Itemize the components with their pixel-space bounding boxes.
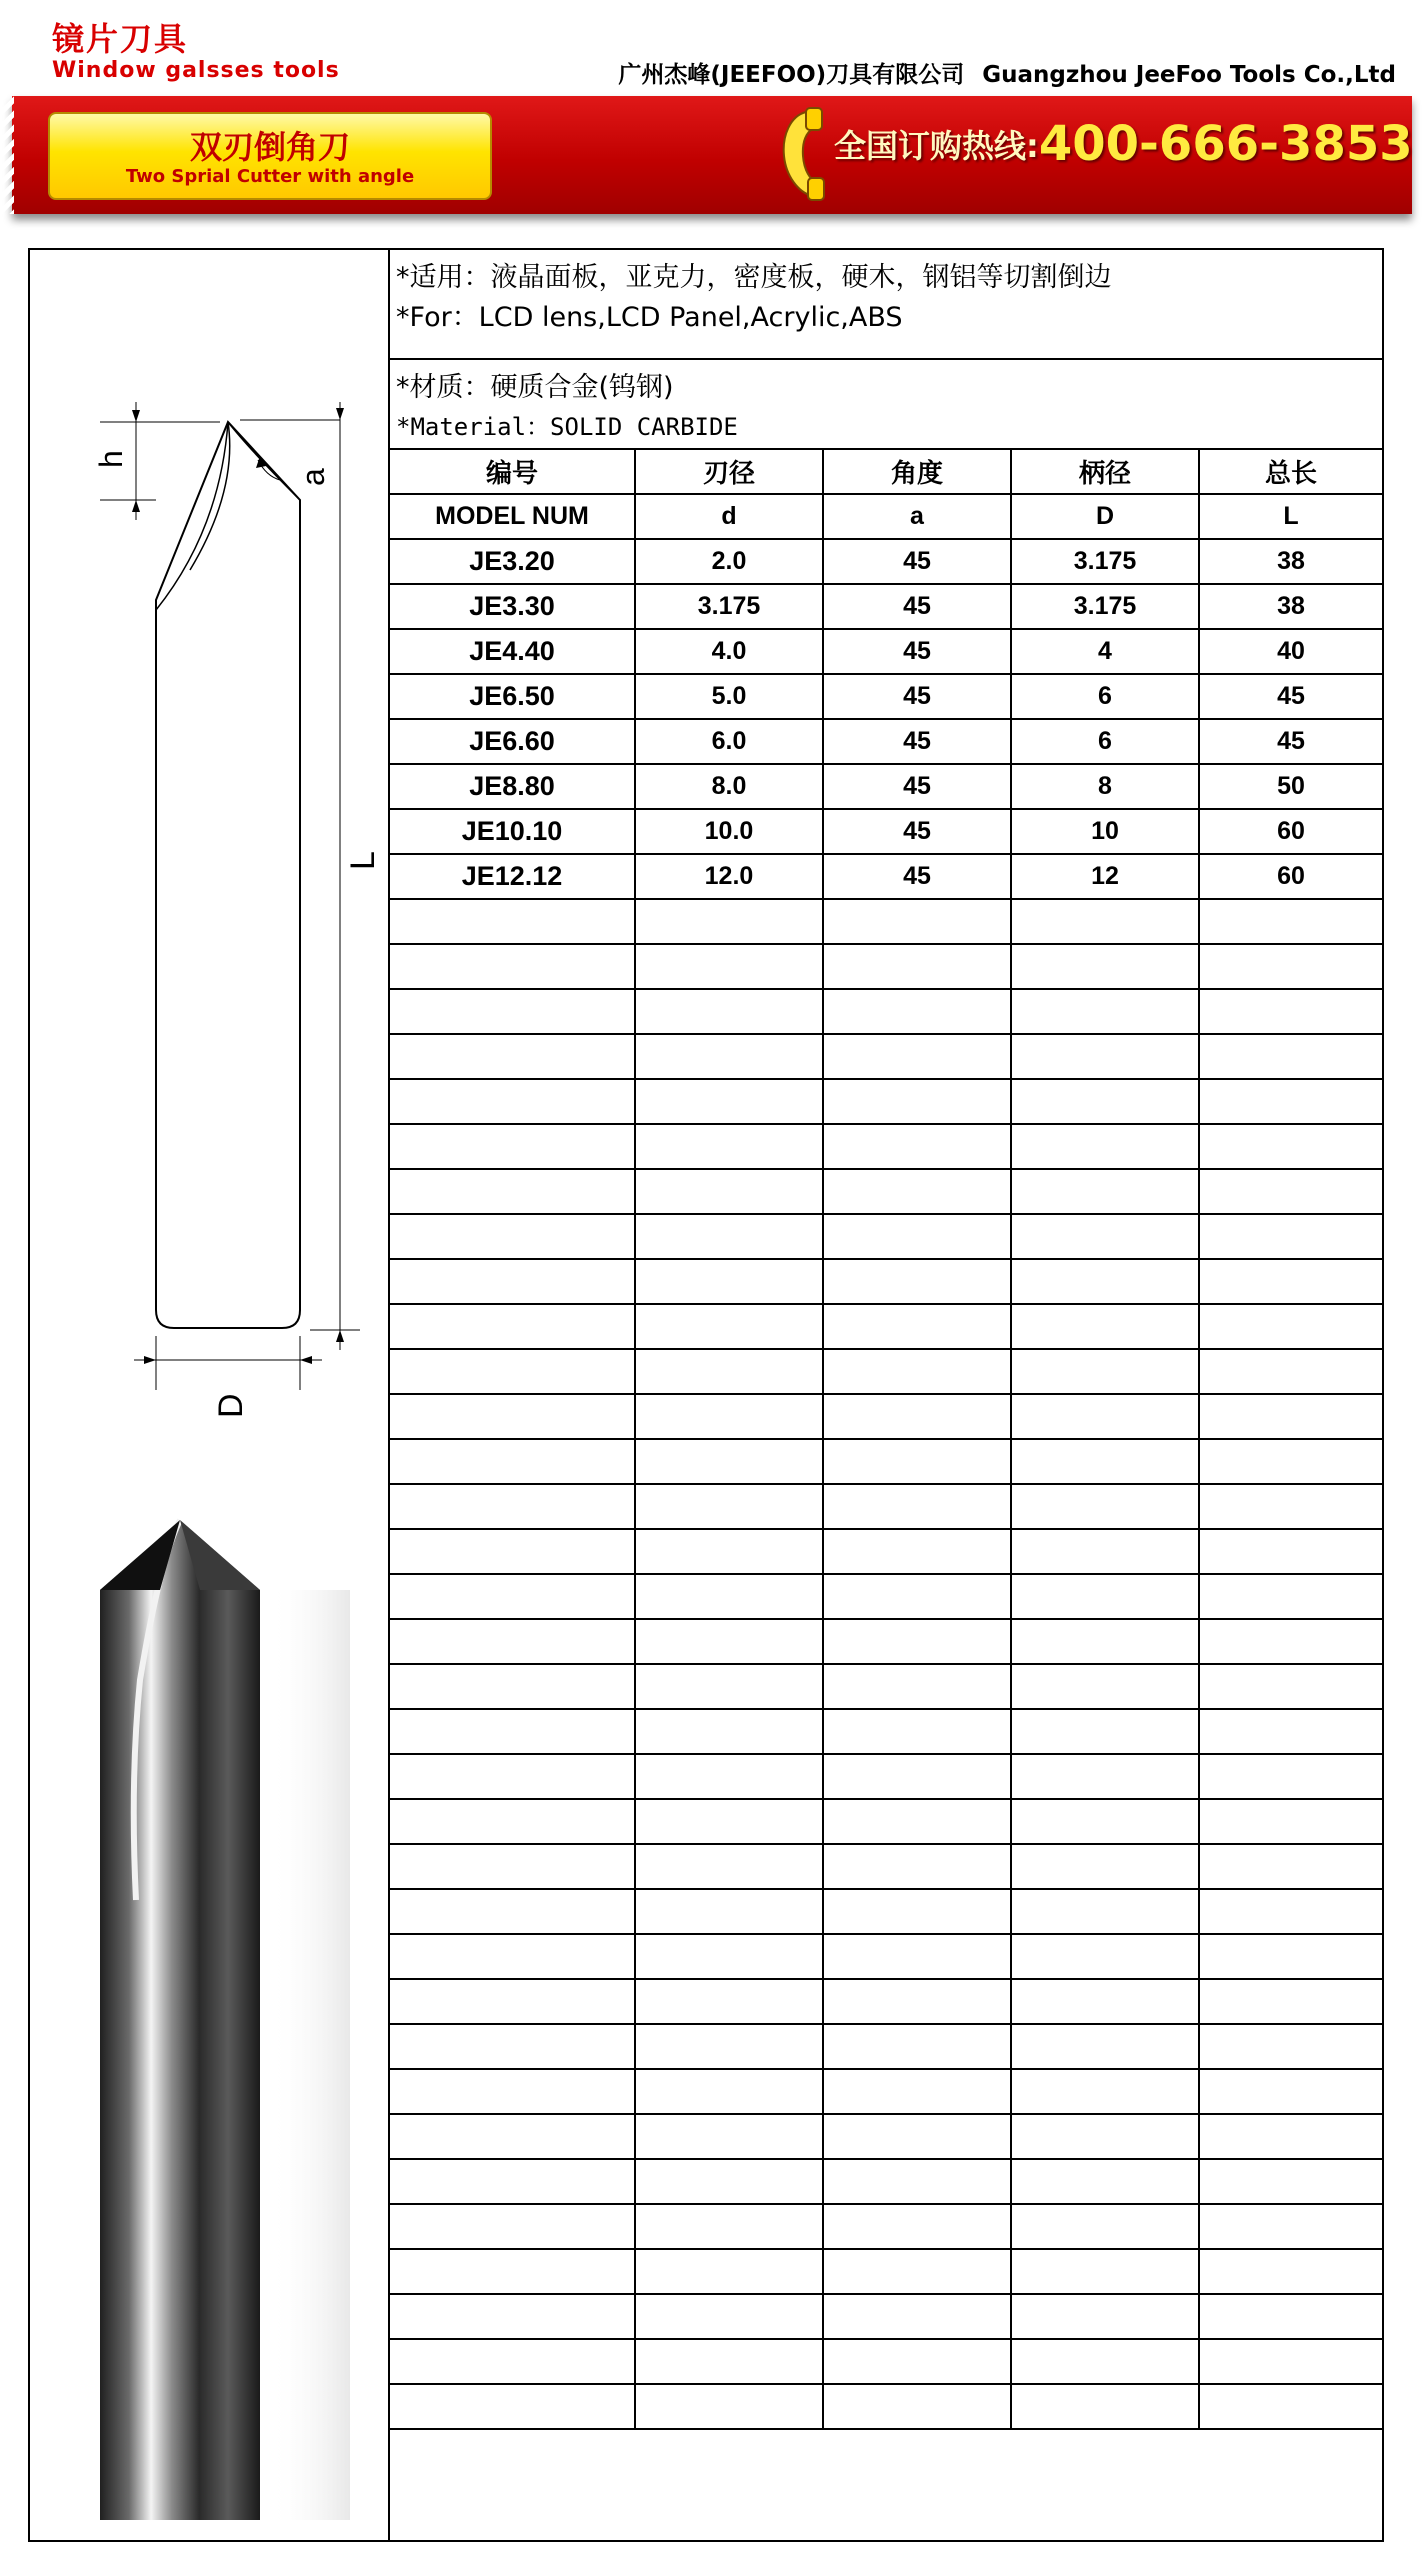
empty-table-row — [390, 1034, 1382, 1079]
empty-table-row — [390, 944, 1382, 989]
empty-table-row — [390, 1799, 1382, 1844]
model-cell — [390, 2249, 635, 2294]
spec-table — [390, 450, 1382, 2430]
model-cell — [390, 1439, 635, 1484]
overall-length-cell — [1199, 1754, 1382, 1799]
model-cell — [390, 1664, 635, 1709]
model-cell — [390, 1259, 635, 1304]
angle-cell — [823, 1619, 1011, 1664]
model-cell — [390, 989, 635, 1034]
overall-length-cell — [1199, 1169, 1382, 1214]
overall-length-cell — [1199, 1709, 1382, 1754]
model-cell — [390, 2114, 635, 2159]
cutting-diameter-cell — [635, 2159, 823, 2204]
overall-length-cell — [1199, 1484, 1382, 1529]
angle-cell — [823, 1079, 1011, 1124]
empty-table-row — [390, 1529, 1382, 1574]
cutting-diameter-cell — [635, 2249, 823, 2294]
angle-cell: 45 — [823, 809, 1011, 854]
model-cell — [390, 899, 635, 944]
overall-length-cell: 38 — [1199, 539, 1382, 584]
cutting-diameter-cell — [635, 1844, 823, 1889]
model-cell: JE3.20 — [390, 539, 635, 584]
shank-diameter-cell — [1011, 1709, 1199, 1754]
cutting-diameter-cell — [635, 1934, 823, 1979]
shank-diameter-cell — [1011, 1574, 1199, 1619]
table-row — [390, 539, 1382, 584]
cutting-diameter-cell — [635, 1439, 823, 1484]
cutting-diameter-cell — [635, 1889, 823, 1934]
empty-table-row — [390, 2204, 1382, 2249]
overall-length-cell — [1199, 1304, 1382, 1349]
overall-length-cell — [1199, 1799, 1382, 1844]
cutting-diameter-cell — [635, 1394, 823, 1439]
angle-cell — [823, 899, 1011, 944]
model-cell — [390, 1619, 635, 1664]
shank-diameter-cell — [1011, 1259, 1199, 1304]
overall-length-cell — [1199, 944, 1382, 989]
overall-length-cell: 60 — [1199, 854, 1382, 899]
shank-diameter-cell — [1011, 944, 1199, 989]
angle-cell — [823, 2159, 1011, 2204]
shank-diameter-cell — [1011, 1439, 1199, 1484]
overall-length-cell — [1199, 2114, 1382, 2159]
empty-table-row — [390, 1979, 1382, 2024]
angle-cell — [823, 1574, 1011, 1619]
shank-diameter-cell: 3.175 — [1011, 539, 1199, 584]
shank-diameter-cell: 10 — [1011, 809, 1199, 854]
cutter-dimension-diagram — [70, 310, 382, 1418]
cutting-diameter-cell — [635, 1214, 823, 1259]
cutter-photo — [100, 1520, 350, 2520]
shank-diameter-cell: 6 — [1011, 674, 1199, 719]
model-cell — [390, 1934, 635, 1979]
empty-table-row — [390, 2294, 1382, 2339]
overall-length-cell — [1199, 1529, 1382, 1574]
model-cell — [390, 1529, 635, 1574]
cutting-diameter-cell — [635, 1304, 823, 1349]
cutting-diameter-cell: 3.175 — [635, 584, 823, 629]
shank-diameter-cell — [1011, 2069, 1199, 2114]
model-cell: MODEL NUM — [390, 494, 635, 539]
cutting-diameter-cell — [635, 1754, 823, 1799]
shank-diameter-cell — [1011, 1529, 1199, 1574]
cutting-diameter-cell — [635, 1529, 823, 1574]
shank-diameter-cell: 4 — [1011, 629, 1199, 674]
overall-length-cell — [1199, 2384, 1382, 2429]
shank-diameter-cell — [1011, 1979, 1199, 2024]
category-title-cn: 镜片刀具 — [52, 20, 189, 58]
application-en: *For：LCD lens,LCD Panel,Acrylic,ABS — [396, 302, 903, 333]
overall-length-cell — [1199, 1394, 1382, 1439]
angle-cell — [823, 2294, 1011, 2339]
empty-table-row — [390, 1574, 1382, 1619]
empty-table-row — [390, 2069, 1382, 2114]
angle-cell — [823, 1844, 1011, 1889]
company-name — [600, 56, 1396, 89]
overall-length-cell — [1199, 2339, 1382, 2384]
empty-table-row — [390, 989, 1382, 1034]
product-name-en: Two Sprial Cutter with angle — [125, 166, 415, 187]
overall-length-cell: 40 — [1199, 629, 1382, 674]
order-hotline — [834, 116, 1413, 172]
angle-cell: a — [823, 494, 1011, 539]
cutting-diameter-cell — [635, 1259, 823, 1304]
table-row — [390, 629, 1382, 674]
model-cell: JE10.10 — [390, 809, 635, 854]
empty-table-row — [390, 1934, 1382, 1979]
overall-length-cell — [1199, 1664, 1382, 1709]
table-row — [390, 809, 1382, 854]
shank-diameter-cell — [1011, 1034, 1199, 1079]
empty-table-row — [390, 899, 1382, 944]
shank-diameter-cell — [1011, 1889, 1199, 1934]
table-header-cn — [390, 450, 1382, 494]
cutting-diameter-cell — [635, 1169, 823, 1214]
shank-diameter-cell — [1011, 1214, 1199, 1259]
cutting-diameter-cell: 8.0 — [635, 764, 823, 809]
cutting-diameter-cell — [635, 1619, 823, 1664]
shank-diameter-cell — [1011, 989, 1199, 1034]
overall-length-cell — [1199, 899, 1382, 944]
cutting-diameter-cell — [635, 899, 823, 944]
cutting-diameter-cell — [635, 944, 823, 989]
empty-table-row — [390, 1439, 1382, 1484]
angle-cell — [823, 1529, 1011, 1574]
angle-cell — [823, 1979, 1011, 2024]
cutting-diameter-cell — [635, 2024, 823, 2069]
overall-length-cell — [1199, 1889, 1382, 1934]
application-info — [390, 250, 1382, 360]
shank-diameter-cell: D — [1011, 494, 1199, 539]
model-cell: JE6.60 — [390, 719, 635, 764]
overall-length-cell: 总长 — [1199, 450, 1382, 494]
model-cell — [390, 1124, 635, 1169]
dimension-label-L: L — [344, 851, 382, 870]
material-info — [390, 360, 1382, 450]
overall-length-cell — [1199, 2069, 1382, 2114]
overall-length-cell — [1199, 2204, 1382, 2249]
model-cell — [390, 2024, 635, 2069]
hotline-number[interactable]: 400-666-3853 — [1038, 116, 1413, 172]
empty-table-row — [390, 1304, 1382, 1349]
model-cell: JE8.80 — [390, 764, 635, 809]
shank-diameter-cell — [1011, 2159, 1199, 2204]
angle-cell — [823, 1304, 1011, 1349]
angle-cell — [823, 989, 1011, 1034]
cutting-diameter-cell — [635, 2069, 823, 2114]
model-cell — [390, 2339, 635, 2384]
angle-cell — [823, 1889, 1011, 1934]
cutting-diameter-cell — [635, 2384, 823, 2429]
overall-length-cell: 50 — [1199, 764, 1382, 809]
cutting-diameter-cell: 2.0 — [635, 539, 823, 584]
cutting-diameter-cell — [635, 1574, 823, 1619]
overall-length-cell — [1199, 1574, 1382, 1619]
product-name-cn: 双刃倒角刀 — [189, 128, 350, 166]
shank-diameter-cell — [1011, 1349, 1199, 1394]
shank-diameter-cell — [1011, 1754, 1199, 1799]
shank-diameter-cell: 12 — [1011, 854, 1199, 899]
shank-diameter-cell — [1011, 1304, 1199, 1349]
model-cell — [390, 2069, 635, 2114]
empty-table-row — [390, 1394, 1382, 1439]
overall-length-cell: 45 — [1199, 674, 1382, 719]
spec-sheet — [28, 248, 1384, 2542]
angle-cell — [823, 1124, 1011, 1169]
overall-length-cell — [1199, 1259, 1382, 1304]
overall-length-cell — [1199, 1979, 1382, 2024]
cutting-diameter-cell — [635, 2114, 823, 2159]
shank-diameter-cell — [1011, 1619, 1199, 1664]
company-name-en: Guangzhou JeeFoo Tools Co.,Ltd — [982, 62, 1396, 88]
shank-diameter-cell — [1011, 1079, 1199, 1124]
empty-table-row — [390, 2249, 1382, 2294]
material-cn: *材质：硬质合金(钨钢) — [396, 372, 674, 403]
shank-diameter-cell — [1011, 2024, 1199, 2069]
category-title-en: Window galsses tools — [52, 58, 340, 83]
overall-length-cell: L — [1199, 494, 1382, 539]
angle-cell — [823, 2024, 1011, 2069]
angle-cell: 角度 — [823, 450, 1011, 494]
cutting-diameter-cell: d — [635, 494, 823, 539]
illustration-panel — [30, 250, 390, 2540]
empty-table-row — [390, 1709, 1382, 1754]
overall-length-cell — [1199, 1619, 1382, 1664]
overall-length-cell — [1199, 1214, 1382, 1259]
model-cell — [390, 1034, 635, 1079]
cutting-diameter-cell — [635, 1349, 823, 1394]
model-cell — [390, 1709, 635, 1754]
empty-table-row — [390, 2159, 1382, 2204]
model-cell — [390, 1349, 635, 1394]
overall-length-cell: 60 — [1199, 809, 1382, 854]
overall-length-cell — [1199, 1349, 1382, 1394]
company-name-cn: 广州杰峰(JEEFOO)刀具有限公司 — [618, 62, 965, 88]
model-cell — [390, 2204, 635, 2249]
angle-cell — [823, 1034, 1011, 1079]
empty-table-row — [390, 2114, 1382, 2159]
model-cell — [390, 1304, 635, 1349]
overall-length-cell — [1199, 1034, 1382, 1079]
cutting-diameter-cell — [635, 1664, 823, 1709]
cutting-diameter-cell: 刃径 — [635, 450, 823, 494]
overall-length-cell — [1199, 2294, 1382, 2339]
angle-cell — [823, 1934, 1011, 1979]
model-cell — [390, 1484, 635, 1529]
model-cell — [390, 944, 635, 989]
hotline-label: 全国订购热线: — [834, 127, 1039, 165]
empty-table-row — [390, 1259, 1382, 1304]
angle-cell — [823, 2069, 1011, 2114]
table-header-en — [390, 494, 1382, 539]
model-cell: JE4.40 — [390, 629, 635, 674]
dimension-label-h: h — [93, 450, 129, 468]
angle-cell — [823, 1349, 1011, 1394]
spec-panel — [390, 250, 1382, 2430]
cutting-diameter-cell — [635, 1709, 823, 1754]
model-cell — [390, 2294, 635, 2339]
cutting-diameter-cell — [635, 1979, 823, 2024]
angle-cell — [823, 944, 1011, 989]
empty-table-row — [390, 1079, 1382, 1124]
shank-diameter-cell — [1011, 2384, 1199, 2429]
shank-diameter-cell — [1011, 2294, 1199, 2339]
angle-cell: 45 — [823, 674, 1011, 719]
shank-diameter-cell — [1011, 1664, 1199, 1709]
cutting-diameter-cell: 4.0 — [635, 629, 823, 674]
angle-cell — [823, 1484, 1011, 1529]
shank-diameter-cell: 3.175 — [1011, 584, 1199, 629]
table-row — [390, 854, 1382, 899]
model-cell: JE6.50 — [390, 674, 635, 719]
empty-table-row — [390, 1169, 1382, 1214]
overall-length-cell — [1199, 2024, 1382, 2069]
shank-diameter-cell — [1011, 2204, 1199, 2249]
angle-cell — [823, 2114, 1011, 2159]
angle-cell — [823, 1799, 1011, 1844]
model-cell — [390, 1799, 635, 1844]
angle-cell: 45 — [823, 719, 1011, 764]
empty-table-row — [390, 1754, 1382, 1799]
shank-diameter-cell — [1011, 2114, 1199, 2159]
angle-cell — [823, 1214, 1011, 1259]
empty-table-row — [390, 1124, 1382, 1169]
empty-table-row — [390, 1484, 1382, 1529]
shank-diameter-cell: 6 — [1011, 719, 1199, 764]
shank-diameter-cell — [1011, 1169, 1199, 1214]
model-cell — [390, 1844, 635, 1889]
overall-length-cell — [1199, 2249, 1382, 2294]
overall-length-cell — [1199, 989, 1382, 1034]
cutting-diameter-cell — [635, 2204, 823, 2249]
cutting-diameter-cell: 10.0 — [635, 809, 823, 854]
angle-cell: 45 — [823, 539, 1011, 584]
overall-length-cell — [1199, 1934, 1382, 1979]
material-en: *Material：SOLID CARBIDE — [396, 413, 738, 441]
angle-cell — [823, 2249, 1011, 2294]
empty-table-row — [390, 2339, 1382, 2384]
shank-diameter-cell — [1011, 1934, 1199, 1979]
angle-cell — [823, 1664, 1011, 1709]
empty-table-row — [390, 1889, 1382, 1934]
angle-cell — [823, 1259, 1011, 1304]
overall-length-cell: 45 — [1199, 719, 1382, 764]
angle-cell: 45 — [823, 764, 1011, 809]
cutting-diameter-cell — [635, 1034, 823, 1079]
empty-table-row — [390, 1619, 1382, 1664]
overall-length-cell — [1199, 2159, 1382, 2204]
angle-cell — [823, 2204, 1011, 2249]
model-cell — [390, 1574, 635, 1619]
model-cell — [390, 2384, 635, 2429]
empty-table-row — [390, 2024, 1382, 2069]
shank-diameter-cell — [1011, 1124, 1199, 1169]
angle-cell: 45 — [823, 584, 1011, 629]
shank-diameter-cell: 8 — [1011, 764, 1199, 809]
overall-length-cell — [1199, 1844, 1382, 1889]
banner-zigzag-edge — [0, 96, 14, 214]
model-cell — [390, 2159, 635, 2204]
table-row — [390, 719, 1382, 764]
table-row — [390, 674, 1382, 719]
angle-cell — [823, 1169, 1011, 1214]
model-cell: JE3.30 — [390, 584, 635, 629]
model-cell — [390, 1079, 635, 1124]
shank-diameter-cell — [1011, 1484, 1199, 1529]
model-cell — [390, 1394, 635, 1439]
dimension-label-D: D — [212, 1393, 250, 1418]
angle-cell — [823, 1709, 1011, 1754]
cutting-diameter-cell: 6.0 — [635, 719, 823, 764]
empty-table-row — [390, 2384, 1382, 2429]
application-cn: *适用：液晶面板，亚克力，密度板，硬木，钢铝等切割倒边 — [396, 262, 1112, 293]
model-cell: 编号 — [390, 450, 635, 494]
cutting-diameter-cell — [635, 989, 823, 1034]
cutting-diameter-cell — [635, 1124, 823, 1169]
cutting-diameter-cell — [635, 1484, 823, 1529]
shank-diameter-cell — [1011, 899, 1199, 944]
table-row — [390, 764, 1382, 809]
shank-diameter-cell: 柄径 — [1011, 450, 1199, 494]
empty-table-row — [390, 1349, 1382, 1394]
dimension-label-a: a — [295, 468, 331, 486]
model-cell: JE12.12 — [390, 854, 635, 899]
phone-icon — [776, 106, 826, 200]
model-cell — [390, 1214, 635, 1259]
shank-diameter-cell — [1011, 2339, 1199, 2384]
cutting-diameter-cell — [635, 1799, 823, 1844]
empty-table-row — [390, 1214, 1382, 1259]
angle-cell — [823, 2384, 1011, 2429]
angle-cell: 45 — [823, 854, 1011, 899]
model-cell — [390, 1169, 635, 1214]
top-header — [0, 0, 1424, 95]
cutting-diameter-cell: 12.0 — [635, 854, 823, 899]
overall-length-cell: 38 — [1199, 584, 1382, 629]
product-name-box — [48, 112, 492, 200]
table-row — [390, 584, 1382, 629]
model-cell — [390, 1889, 635, 1934]
cutting-diameter-cell — [635, 2294, 823, 2339]
empty-table-row — [390, 1664, 1382, 1709]
cutting-diameter-cell — [635, 2339, 823, 2384]
model-cell — [390, 1979, 635, 2024]
model-cell — [390, 1754, 635, 1799]
angle-cell: 45 — [823, 629, 1011, 674]
angle-cell — [823, 1394, 1011, 1439]
shank-diameter-cell — [1011, 1394, 1199, 1439]
angle-cell — [823, 1754, 1011, 1799]
cutting-diameter-cell: 5.0 — [635, 674, 823, 719]
empty-table-row — [390, 1844, 1382, 1889]
shank-diameter-cell — [1011, 2249, 1199, 2294]
angle-cell — [823, 1439, 1011, 1484]
cutting-diameter-cell — [635, 1079, 823, 1124]
overall-length-cell — [1199, 1079, 1382, 1124]
shank-diameter-cell — [1011, 1844, 1199, 1889]
shank-diameter-cell — [1011, 1799, 1199, 1844]
overall-length-cell — [1199, 1124, 1382, 1169]
angle-cell — [823, 2339, 1011, 2384]
overall-length-cell — [1199, 1439, 1382, 1484]
